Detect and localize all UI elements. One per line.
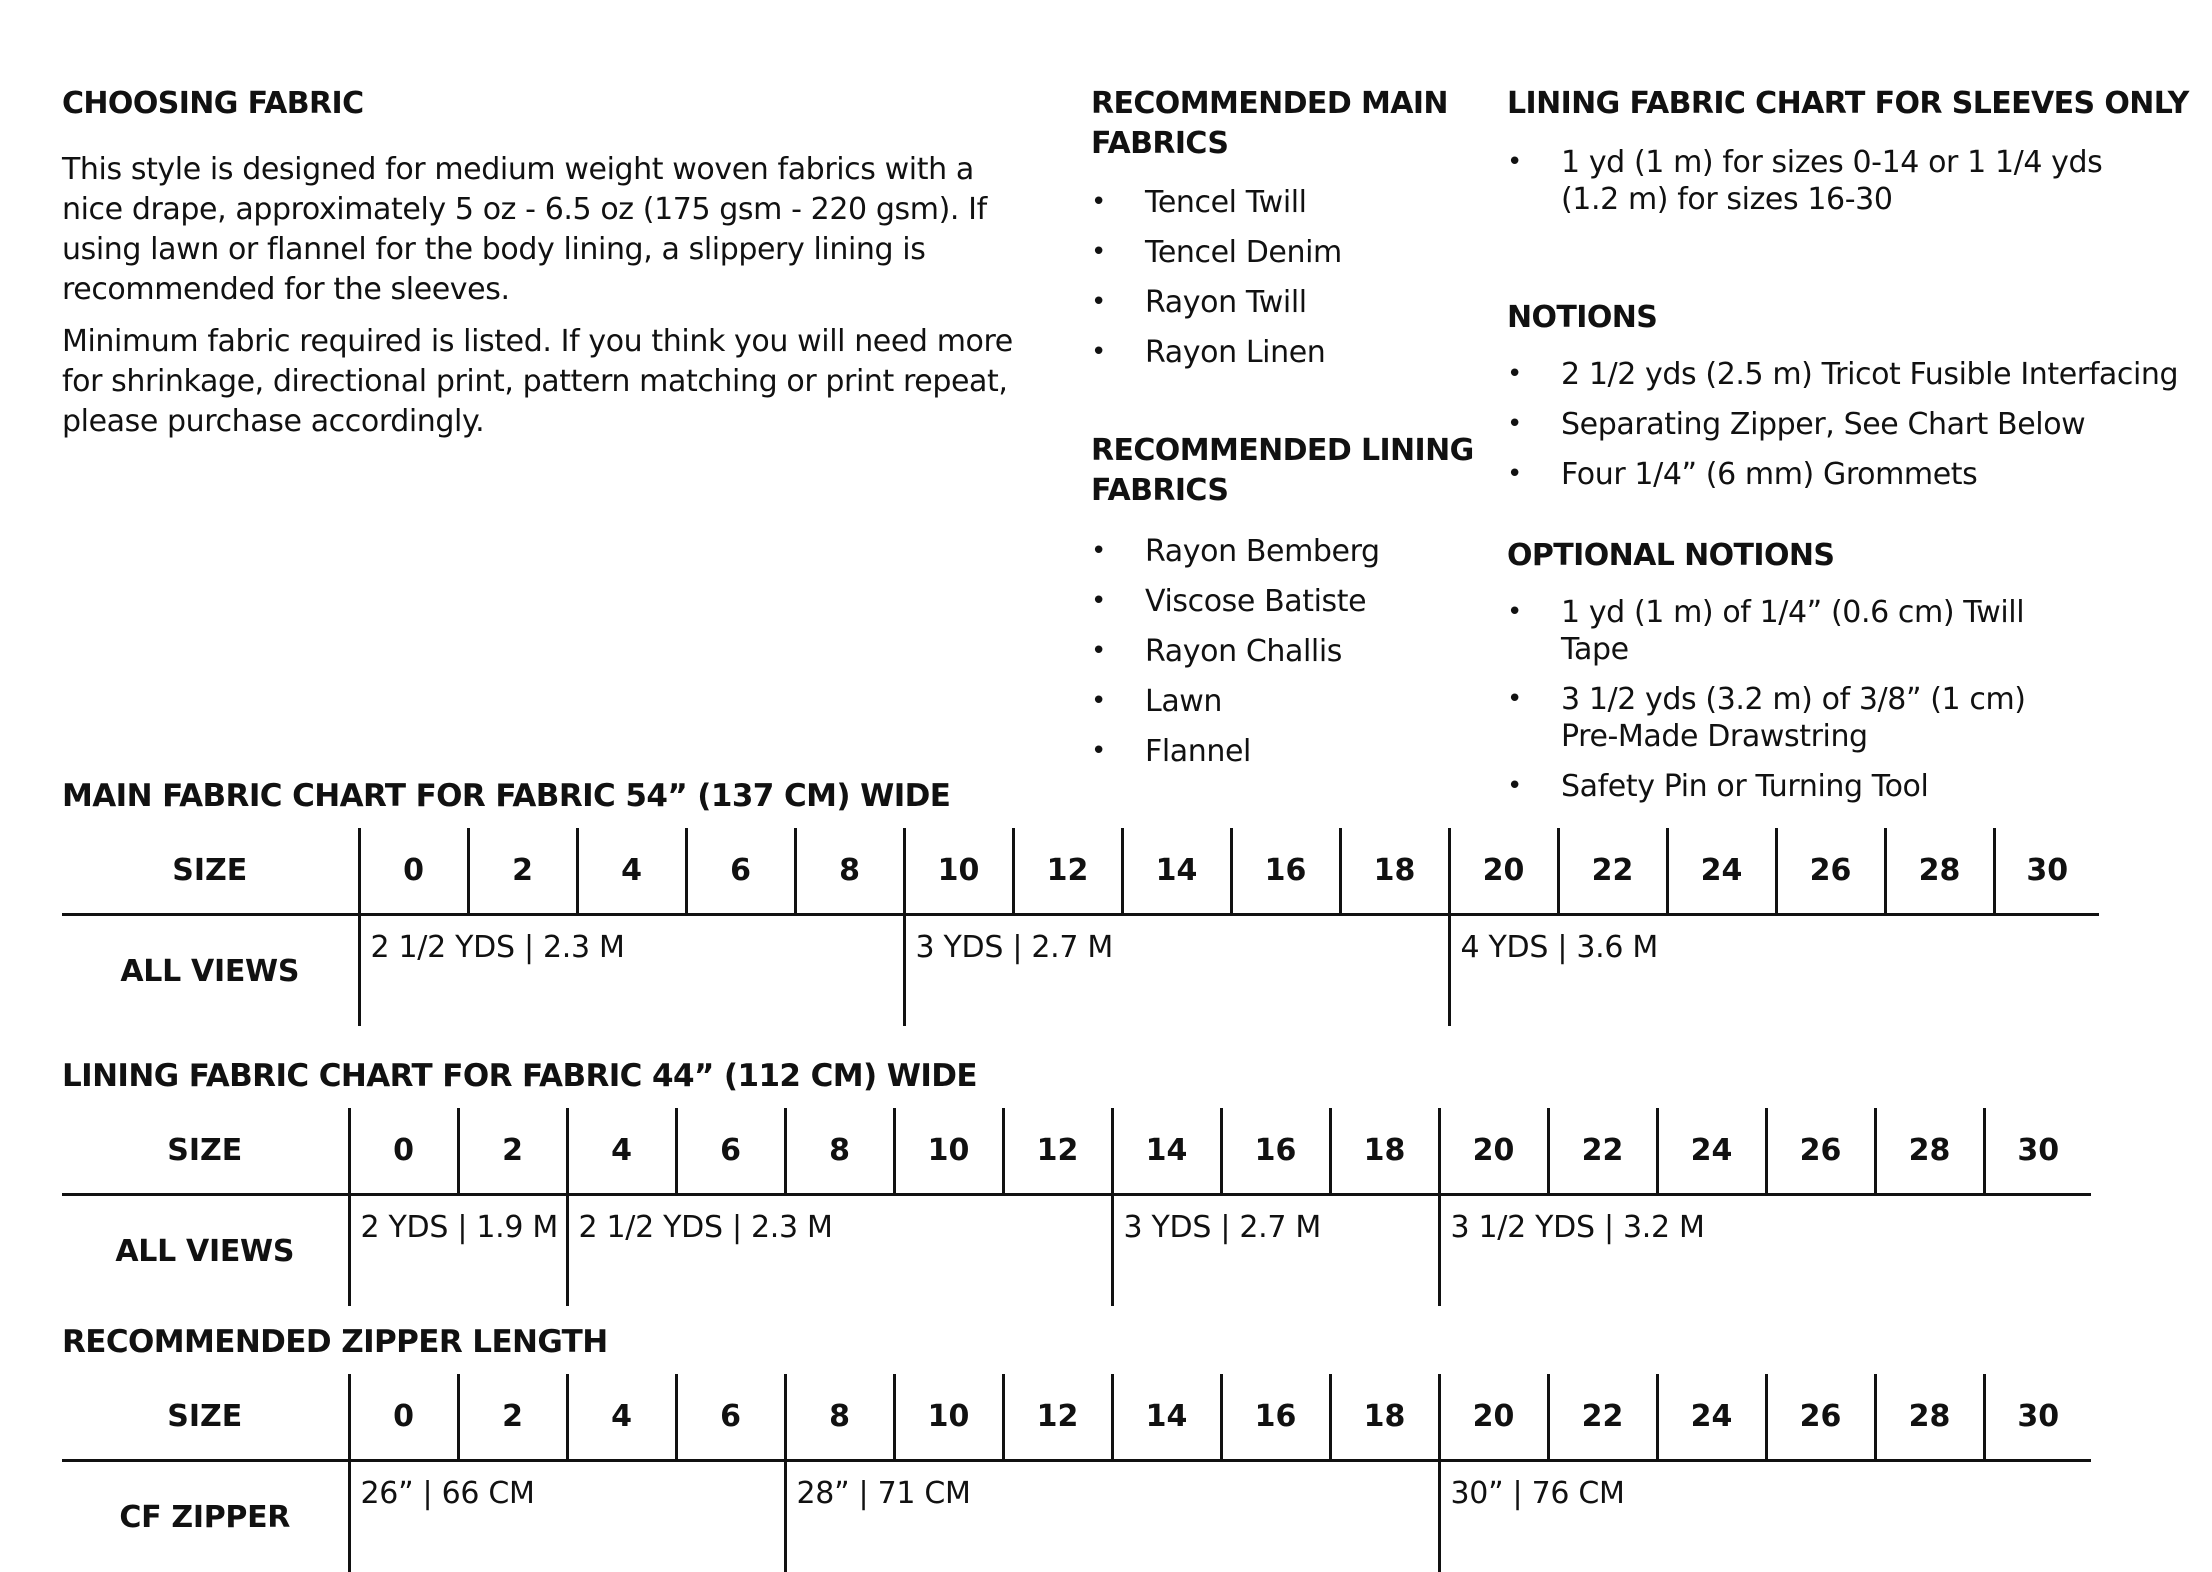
size-cell: 26 — [1776, 828, 1885, 915]
size-cell: 18 — [1330, 1374, 1439, 1461]
list-item: • Tencel Twill — [1091, 184, 1491, 221]
size-cell: 30 — [1984, 1374, 2091, 1461]
size-cell: 30 — [1994, 828, 2099, 915]
row-label: ALL VIEWS — [62, 915, 359, 1027]
table-row — [62, 828, 2099, 915]
size-cell: 20 — [1449, 828, 1558, 915]
size-cell: 12 — [1003, 1108, 1112, 1195]
zipper-length-chart — [62, 1322, 2091, 1572]
size-cell: 6 — [676, 1108, 785, 1195]
size-cell: 22 — [1548, 1108, 1657, 1195]
list-item: • 2 1/2 yds (2.5 m) Tricot Fusible Interfacing — [1507, 356, 2197, 393]
yardage-cell: 3 YDS | 2.7 M — [904, 915, 1449, 1027]
yardage-cell: 4 YDS | 3.6 M — [1449, 915, 2099, 1027]
list-item: • Separating Zipper, See Chart Below — [1507, 406, 2197, 443]
size-cell: 26 — [1766, 1374, 1875, 1461]
table-row — [62, 915, 2099, 1027]
size-cell: 8 — [785, 1374, 894, 1461]
list-item: • Four 1/4” (6 mm) Grommets — [1507, 456, 2197, 493]
list-item: • Safety Pin or Turning Tool — [1507, 768, 2067, 805]
zipper-length-cell: 30” | 76 CM — [1439, 1461, 2091, 1572]
list-item: • 1 yd (1 m) for sizes 0-14 or 1 1/4 yds (1.2 m) for sizes 16-30 — [1507, 144, 2147, 218]
zipper-length-cell: 26” | 66 CM — [349, 1461, 785, 1572]
lining-fabric-table — [62, 1108, 2091, 1306]
main-fabric-table — [62, 828, 2099, 1026]
size-cell: 28 — [1875, 1374, 1984, 1461]
zipper-length-table — [62, 1374, 2091, 1572]
optional-notions-list — [1507, 594, 2067, 805]
list-item: • Rayon Bemberg — [1091, 533, 1491, 570]
size-label: SIZE — [62, 828, 359, 915]
list-item: • Tencel Denim — [1091, 234, 1491, 271]
size-cell: 6 — [686, 828, 795, 915]
choosing-fabric-section — [62, 84, 1022, 442]
size-cell: 26 — [1766, 1108, 1875, 1195]
recommended-lining-list — [1091, 533, 1491, 770]
size-cell: 6 — [676, 1374, 785, 1461]
choosing-fabric-paragraph-2: Minimum fabric required is listed. If you think you will need more for shrinkage, directional print, pattern matching or print repeat, please purchase accordingly. — [62, 322, 1022, 442]
list-item: • Lawn — [1091, 683, 1491, 720]
table-row — [62, 1108, 2091, 1195]
list-item: • 1 yd (1 m) of 1/4” (0.6 cm) Twill Tape — [1507, 594, 2067, 668]
size-label: SIZE — [62, 1108, 349, 1195]
size-cell: 8 — [795, 828, 904, 915]
recommended-lining-title: RECOMMENDED LINING FABRICS — [1091, 431, 1491, 511]
row-label: CF ZIPPER — [62, 1461, 349, 1572]
size-cell: 8 — [785, 1108, 894, 1195]
zipper-length-chart-title: RECOMMENDED ZIPPER LENGTH — [62, 1322, 2091, 1362]
size-cell: 18 — [1340, 828, 1449, 915]
yardage-cell: 3 YDS | 2.7 M — [1112, 1195, 1439, 1307]
lining-sleeves-section — [1507, 84, 2197, 231]
size-cell: 10 — [894, 1108, 1003, 1195]
size-cell: 22 — [1558, 828, 1667, 915]
recommended-main-list — [1091, 184, 1491, 371]
size-cell: 16 — [1221, 1374, 1330, 1461]
choosing-fabric-paragraph-1: This style is designed for medium weight woven fabrics with a nice drape, approximately 5 oz - 6.5 oz (175 gsm - 220 gsm). If using lawn or flannel for the body lining, a slippery lining is recommended for the sleeves. — [62, 150, 1022, 310]
size-cell: 10 — [894, 1374, 1003, 1461]
size-cell: 12 — [1013, 828, 1122, 915]
size-cell: 0 — [349, 1108, 458, 1195]
size-cell: 4 — [567, 1374, 676, 1461]
size-cell: 28 — [1885, 828, 1994, 915]
table-row — [62, 1374, 2091, 1461]
size-cell: 30 — [1984, 1108, 2091, 1195]
recommended-lining-section — [1091, 431, 1491, 783]
main-fabric-chart — [62, 776, 2099, 1026]
yardage-cell: 2 1/2 YDS | 2.3 M — [567, 1195, 1112, 1307]
size-cell: 20 — [1439, 1374, 1548, 1461]
size-cell: 2 — [458, 1108, 567, 1195]
recommended-main-section — [1091, 84, 1491, 384]
size-cell: 24 — [1657, 1374, 1766, 1461]
optional-notions-title: OPTIONAL NOTIONS — [1507, 536, 2197, 576]
size-label: SIZE — [62, 1374, 349, 1461]
notions-section — [1507, 298, 2197, 506]
notions-title: NOTIONS — [1507, 298, 2197, 338]
yardage-cell: 2 YDS | 1.9 M — [349, 1195, 567, 1307]
size-cell: 24 — [1657, 1108, 1766, 1195]
size-cell: 16 — [1231, 828, 1340, 915]
size-cell: 14 — [1122, 828, 1231, 915]
size-cell: 0 — [349, 1374, 458, 1461]
main-fabric-chart-title: MAIN FABRIC CHART FOR FABRIC 54” (137 CM) WIDE — [62, 776, 2099, 816]
size-cell: 2 — [468, 828, 577, 915]
list-item: • Flannel — [1091, 733, 1491, 770]
list-item: • Rayon Challis — [1091, 633, 1491, 670]
list-item: • 3 1/2 yds (3.2 m) of 3/8” (1 cm) Pre-Made Drawstring — [1507, 681, 2067, 755]
lining-fabric-chart-title: LINING FABRIC CHART FOR FABRIC 44” (112 CM) WIDE — [62, 1056, 2091, 1096]
size-cell: 10 — [904, 828, 1013, 915]
list-item: • Rayon Linen — [1091, 334, 1491, 371]
lining-sleeves-list — [1507, 144, 2147, 218]
yardage-cell: 2 1/2 YDS | 2.3 M — [359, 915, 904, 1027]
size-cell: 28 — [1875, 1108, 1984, 1195]
size-cell: 24 — [1667, 828, 1776, 915]
size-cell: 2 — [458, 1374, 567, 1461]
size-cell: 4 — [577, 828, 686, 915]
size-cell: 14 — [1112, 1108, 1221, 1195]
size-cell: 18 — [1330, 1108, 1439, 1195]
lining-sleeves-title: LINING FABRIC CHART FOR SLEEVES ONLY — [1507, 84, 2197, 124]
table-row — [62, 1461, 2091, 1572]
size-cell: 4 — [567, 1108, 676, 1195]
zipper-length-cell: 28” | 71 CM — [785, 1461, 1439, 1572]
lining-fabric-chart — [62, 1056, 2091, 1306]
notions-list — [1507, 356, 2197, 493]
row-label: ALL VIEWS — [62, 1195, 349, 1307]
size-cell: 20 — [1439, 1108, 1548, 1195]
size-cell: 0 — [359, 828, 468, 915]
size-cell: 22 — [1548, 1374, 1657, 1461]
size-cell: 14 — [1112, 1374, 1221, 1461]
list-item: • Rayon Twill — [1091, 284, 1491, 321]
table-row — [62, 1195, 2091, 1307]
recommended-main-title: RECOMMENDED MAIN FABRICS — [1091, 84, 1491, 164]
yardage-cell: 3 1/2 YDS | 3.2 M — [1439, 1195, 2091, 1307]
list-item: • Viscose Batiste — [1091, 583, 1491, 620]
size-cell: 16 — [1221, 1108, 1330, 1195]
size-cell: 12 — [1003, 1374, 1112, 1461]
choosing-fabric-title: CHOOSING FABRIC — [62, 84, 1022, 124]
